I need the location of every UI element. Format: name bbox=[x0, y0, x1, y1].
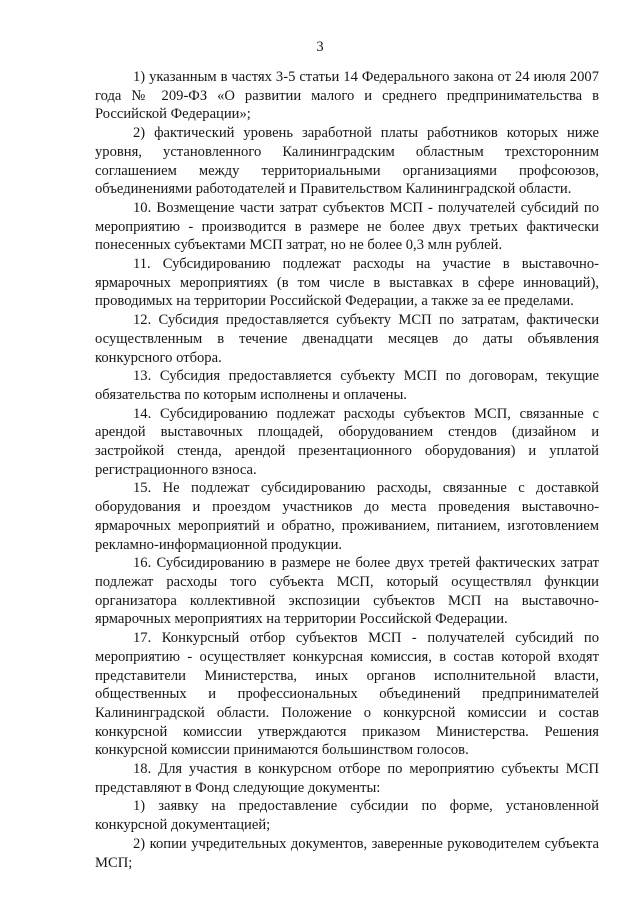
paragraph-clause-16: 16. Субсидированию в размере не более двух третей фактических затрат подлежат расходы того субъекта МСП, который осуществлял функции организатора коллективной экспозиции субъектов МСП на выставочно-ярмарочных мероприятиях на территории Российской Федерации. bbox=[95, 555, 599, 628]
page-number: 3 bbox=[316, 39, 324, 55]
paragraph-list-item-2: 2) фактический уровень заработной платы работников которых ниже уровня, установленного Калининградским областным трехсторонним соглашением между территориальными организациями профсоюзов, объединениями работодателей и Правительством Калининградской области. bbox=[95, 125, 599, 198]
paragraph-clause-12: 12. Субсидия предоставляется субъекту МСП по затратам, фактически осуществленным в течение двенадцати месяцев до даты объявления конкурсного отбора. bbox=[95, 312, 599, 366]
paragraph-doc-item-2: 2) копии учредительных документов, заверенные руководителем субъекта МСП; bbox=[95, 835, 599, 871]
paragraph-clause-14: 14. Субсидированию подлежат расходы субъектов МСП, связанные с арендой выставочных площадей, оборудованием стендов (дизайном и застройкой стенда, арендой презентационного оборудования) и уплатой регистрационного взноса. bbox=[95, 405, 599, 478]
paragraph-clause-15: 15. Не подлежат субсидированию расходы, связанные с доставкой оборудования и проездом участников до места проведения выставочно-ярмарочных мероприятий и обратно, проживанием, питанием, изготовлением рекламно-информационной продукции. bbox=[95, 480, 599, 553]
paragraph-clause-13: 13. Субсидия предоставляется субъекту МСП по договорам, текущие обязательства по которым исполнены и оплачены. bbox=[95, 368, 599, 403]
paragraph-list-item-1: 1) указанным в частях 3-5 статьи 14 Федерального закона от 24 июля 2007 года № 209-ФЗ «О развитии малого и среднего предпринимательства в Российской Федерации»; bbox=[95, 69, 599, 123]
paragraph-clause-17: 17. Конкурсный отбор субъектов МСП - получателей субсидий по мероприятию - осуществляет конкурсная комиссия, в состав которой входят представители Министерства, иных органов исполнительной власти, общественных и профессиональных объединений предпринимателей Калининградской области. Положение о конкурсной комиссии и состав конкурсной комиссии утверждаются приказом Министерства. Решения конкурсной комиссии принимаются большинством голосов. bbox=[95, 630, 599, 759]
paragraph-doc-item-1: 1) заявку на предоставление субсидии по форме, установленной конкурсной документацией; bbox=[95, 798, 599, 834]
paragraph-clause-11: 11. Субсидированию подлежат расходы на участие в выставочно-ярмарочных мероприятиях (в том числе в выставках в сфере инноваций), проводимых на территории Российской Федерации, а также за ее пределами. bbox=[95, 256, 599, 310]
paragraph-clause-18: 18. Для участия в конкурсном отборе по мероприятию субъекты МСП представляют в Фонд следующие документы: bbox=[95, 761, 599, 796]
paragraph-clause-10: 10. Возмещение части затрат субъектов МСП - получателей субсидий по мероприятию - производится в размере не более двух третьих фактически понесенных субъектами МСП затрат, но не более 0,3 млн рублей. bbox=[95, 199, 599, 254]
document-body bbox=[95, 68, 599, 872]
